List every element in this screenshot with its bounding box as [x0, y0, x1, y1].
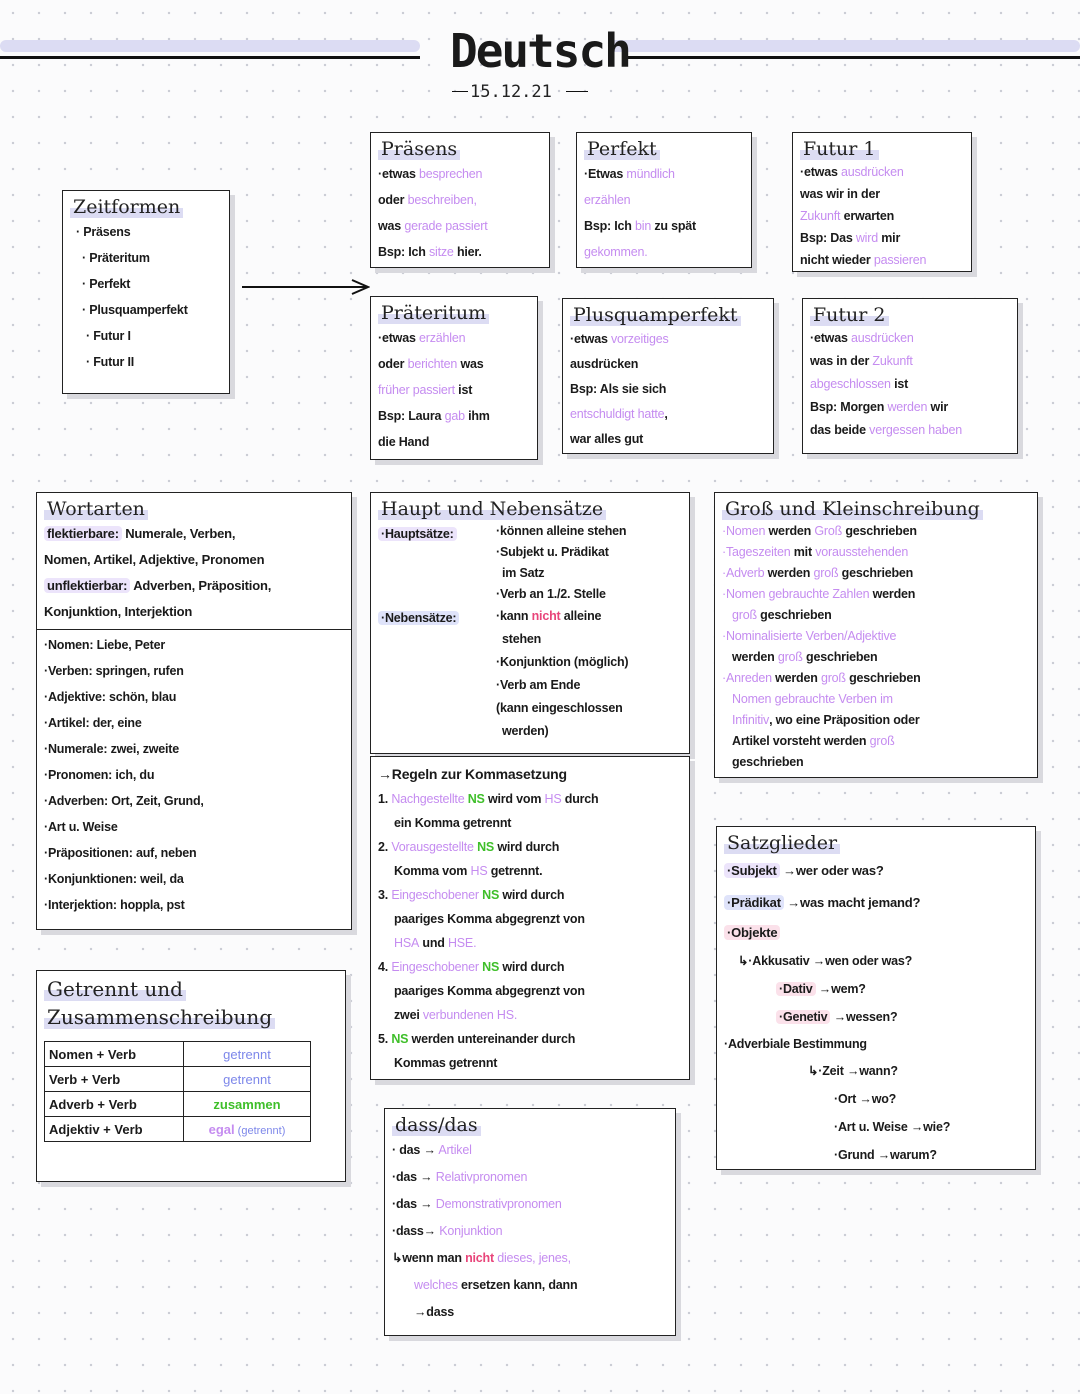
hauptsaetze-label: ·Hauptsätze: — [378, 527, 457, 541]
text-highlight: vorausstehenden — [815, 545, 909, 559]
text: oder — [378, 357, 408, 371]
text: Bsp: Laura — [378, 409, 445, 423]
futur1-box — [792, 132, 972, 272]
text: ·dass→ — [392, 1224, 436, 1238]
text-blue: (getrennt) — [234, 1124, 286, 1137]
text: paariges Komma abgegrenzt von — [394, 984, 585, 998]
header-highlight-left — [0, 40, 420, 52]
text-highlight: mündlich — [626, 167, 675, 181]
text: Kommas getrennt — [394, 1056, 498, 1070]
text: ·etwas — [800, 165, 841, 179]
zeitform-item: · Präteritum — [82, 251, 150, 265]
text-highlight: gab — [444, 409, 465, 423]
futur2-title: Futur 2 — [810, 304, 889, 326]
text-highlight: HSA — [394, 936, 420, 950]
objekte-label: ·Objekte — [724, 925, 780, 940]
arrow-right-icon — [242, 279, 370, 295]
unflektierbar-label: unflektierbar: — [44, 578, 130, 593]
text: geschrieben — [845, 671, 921, 685]
wortart-item: ·Pronomen: ich, du — [44, 768, 155, 782]
text: ist — [890, 377, 909, 391]
text: werden — [764, 566, 814, 580]
genetiv-label: ·Genetiv — [776, 1010, 830, 1024]
text: Bsp: Als sie sich — [570, 382, 667, 396]
rule-number: 2. — [378, 840, 389, 854]
wortart-item: ·Numerale: zwei, zweite — [44, 742, 180, 756]
text: zu spät — [651, 219, 697, 233]
text: was in der — [810, 354, 873, 368]
text: ·kann — [496, 609, 532, 623]
text-highlight: gerade passiert — [404, 219, 488, 233]
text-highlight: HS — [470, 864, 488, 878]
table-cell: getrennt — [184, 1042, 311, 1067]
text-highlight: Eingeschobener — [391, 888, 479, 902]
text: wird durch — [494, 840, 560, 854]
text-highlight: ·Nomen gebrauchte Zahlen — [722, 587, 870, 601]
text: Nomen, Artikel, Adjektive, Pronomen — [44, 552, 265, 567]
header-rule-right — [622, 56, 1080, 59]
plusquamperfekt-box — [562, 298, 774, 454]
text-red: nicht — [465, 1251, 494, 1265]
table-row — [45, 1092, 311, 1117]
text: durch — [561, 792, 599, 806]
page-date: 15.12.21 — [470, 82, 552, 102]
text: ausdrücken — [570, 357, 639, 371]
praesens-box — [370, 132, 550, 268]
getrennt-table — [44, 1041, 311, 1142]
text-highlight: HS — [544, 792, 562, 806]
perfekt-title: Perfekt — [584, 138, 660, 160]
kommasetzung-title: →Regeln zur Kommasetzung — [378, 766, 567, 782]
text: (kann eingeschlossen — [496, 701, 623, 715]
text: ·Verb am Ende — [496, 678, 581, 692]
text: zwei — [394, 1008, 423, 1022]
text-highlight: bin — [634, 219, 652, 233]
text: im Satz — [502, 566, 545, 580]
text: ·das → — [392, 1197, 433, 1211]
text-highlight: Zukunft — [800, 209, 841, 223]
text: oder — [378, 193, 408, 207]
text-highlight: Konjunktion — [435, 1224, 503, 1238]
rule-number: 3. — [378, 888, 389, 902]
text-highlight: dieses, jenes, — [493, 1251, 571, 1265]
text: getrennt. — [487, 864, 543, 878]
text: ersetzen kann, dann — [457, 1278, 578, 1292]
text: Konjunktion, Interjektion — [44, 604, 193, 619]
text: →wen oder was? — [809, 954, 913, 968]
text: was — [378, 219, 405, 233]
text: , wo eine Präposition oder — [769, 713, 920, 727]
text: das beide — [810, 423, 870, 437]
text: ·etwas — [378, 167, 419, 181]
text: werden — [765, 524, 815, 538]
text-highlight: Relativpronomen — [432, 1170, 528, 1184]
text-highlight: berichten — [407, 357, 458, 371]
text: ·Subjekt u. Prädikat — [496, 545, 609, 559]
table-row — [45, 1067, 311, 1092]
text: wird durch — [499, 960, 565, 974]
text: alleine — [560, 609, 602, 623]
text-highlight: gekommen. — [584, 245, 648, 259]
text-highlight: Eingeschobener — [391, 960, 479, 974]
text-highlight: erzählen — [418, 331, 466, 345]
text: was wir in der — [800, 187, 880, 201]
text: Komma vom — [394, 864, 471, 878]
text: geschrieben — [802, 650, 878, 664]
table-cell: Verb + Verb — [45, 1067, 184, 1092]
date-rule-left — [452, 91, 468, 92]
text-highlight: groß — [869, 734, 895, 748]
nebensaetze-label: ·Nebensätze: — [378, 611, 459, 625]
text-highlight: Nachgestellte — [391, 792, 465, 806]
text: ·Verb an 1./2. Stelle — [496, 587, 606, 601]
zeitform-item: · Futur I — [86, 329, 131, 343]
text-green: NS — [391, 1032, 409, 1046]
plusquamperfekt-title: Plusquamperfekt — [570, 304, 741, 326]
text-highlight: groß — [732, 608, 757, 622]
text: geschrieben — [842, 524, 917, 538]
text-highlight: entschuldigt hatte — [570, 407, 665, 421]
text: ist — [454, 383, 473, 397]
text: ein Komma getrennt — [394, 816, 512, 830]
table-cell: zusammen — [184, 1092, 311, 1117]
text: Artikel vorsteht werden — [732, 734, 870, 748]
text-highlight: ·Adverb — [722, 566, 765, 580]
text: erwarten — [840, 209, 895, 223]
text-highlight: erzählen — [584, 193, 631, 207]
text: geschrieben — [756, 608, 832, 622]
text: war alles gut — [570, 432, 644, 446]
haupt-nebensaetze-box — [370, 492, 690, 754]
text: Bsp: Ich — [378, 245, 429, 259]
text-highlight: besprechen — [418, 167, 483, 181]
text: ·Art u. Weise — [834, 1120, 908, 1134]
text: , — [664, 407, 668, 421]
text: ↳·Zeit — [808, 1064, 844, 1078]
zeitform-item: · Präsens — [76, 225, 131, 239]
text: →wer oder was? — [779, 863, 884, 878]
date-rule-right — [566, 91, 588, 92]
text-green: NS — [478, 960, 500, 974]
text-highlight: beschreiben, — [407, 193, 477, 207]
text: mit — [790, 545, 816, 559]
text-highlight: vergessen haben — [869, 423, 963, 437]
text: ·etwas — [810, 331, 851, 345]
text-highlight: HSE. — [447, 936, 477, 950]
text: Bsp: Morgen — [810, 400, 888, 414]
text: ihm — [464, 409, 490, 423]
header-highlight-right — [608, 40, 1080, 52]
text: Bsp: Das — [800, 231, 856, 245]
subjekt-label: ·Subjekt — [724, 863, 780, 878]
text-highlight: Demonstrativpronomen — [432, 1197, 562, 1211]
text: →wo? — [856, 1092, 897, 1106]
text: wird durch — [499, 888, 565, 902]
text: ·etwas — [378, 331, 419, 345]
text: · das → — [392, 1143, 436, 1157]
text-highlight: Vorausgestellte — [391, 840, 474, 854]
dass-das-box — [384, 1108, 676, 1336]
text: und — [419, 936, 448, 950]
wortart-item: ·Nomen: Liebe, Peter — [44, 638, 166, 652]
zeitformen-title: Zeitformen — [70, 196, 183, 218]
akkusativ-label: ↳·Akkusativ — [738, 954, 810, 968]
zeitform-item: · Plusquamperfekt — [82, 303, 188, 317]
text: werden — [869, 587, 916, 601]
wortart-item: ·Artikel: der, eine — [44, 716, 142, 730]
text: →wann? — [843, 1064, 898, 1078]
wortart-item: ·Verben: springen, rufen — [44, 664, 184, 678]
kommasetzung-box — [370, 756, 690, 1080]
text: werden — [732, 650, 778, 664]
text-highlight: Zukunft — [872, 354, 913, 368]
text-green: NS — [478, 888, 500, 902]
text: Bsp: Ich — [584, 219, 635, 233]
text-highlight: Artikel — [435, 1143, 472, 1157]
text: ·Konjunktion (möglich) — [496, 655, 629, 669]
table-cell: Adjektiv + Verb — [45, 1117, 184, 1142]
text: Numerale, Verben, — [121, 526, 236, 541]
wortart-item: ·Art u. Weise — [44, 820, 118, 834]
text: →warum? — [874, 1148, 937, 1162]
table-cell: Adverb + Verb — [45, 1092, 184, 1117]
gross-kleinschreibung-box — [714, 492, 1038, 778]
text: wir — [927, 400, 949, 414]
wortart-item: ·Adverben: Ort, Zeit, Grund, — [44, 794, 204, 808]
table-cell: Nomen + Verb — [45, 1042, 184, 1067]
getrennt-title-2: Zusammenschreibung — [44, 1005, 275, 1029]
page-title: Deutsch — [450, 24, 630, 78]
satzglieder-title: Satzglieder — [724, 832, 840, 854]
text: werden untereinander durch — [408, 1032, 576, 1046]
dativ-label: ·Dativ — [776, 982, 816, 996]
text: →was macht jemand? — [783, 895, 921, 910]
text-highlight: egal — [208, 1121, 235, 1137]
text-highlight: wird — [855, 231, 878, 245]
futur2-box — [802, 298, 1018, 454]
text: geschrieben — [838, 566, 914, 580]
wortart-item: ·Konjunktionen: weil, da — [44, 872, 184, 886]
haupt-title: Haupt und Nebensätze — [378, 498, 606, 520]
text: werden — [771, 671, 821, 685]
wortart-item: ·Interjektion: hoppla, pst — [44, 898, 185, 912]
text-highlight: ausdrücken — [850, 331, 914, 345]
text: hier. — [453, 245, 482, 259]
wortarten-box — [36, 492, 352, 930]
table-cell: getrennt — [184, 1067, 311, 1092]
text-highlight: ·Nomen — [722, 524, 766, 538]
text-highlight: früher passiert — [378, 383, 455, 397]
praeteritum-title: Präteritum — [378, 302, 489, 324]
text: →wie? — [907, 1120, 951, 1134]
table-cell — [184, 1117, 311, 1142]
divider — [37, 629, 351, 630]
text: ·Etwas — [584, 167, 627, 181]
text: →wem? — [815, 982, 866, 996]
text-highlight: groß — [777, 650, 803, 664]
rule-number: 4. — [378, 960, 389, 974]
text: →dass — [414, 1305, 454, 1319]
text: werden) — [502, 724, 549, 738]
text: ·Grund — [834, 1148, 875, 1162]
text: ·etwas — [570, 332, 611, 346]
getrennt-zusammen-box — [36, 970, 346, 1182]
text-highlight: ·Nominalisierte Verben/Adjektive — [722, 629, 897, 643]
wortart-item: ·Präpositionen: auf, neben — [44, 846, 197, 860]
text-highlight: welches — [414, 1278, 458, 1292]
text: nicht wieder — [800, 253, 874, 267]
praeteritum-box — [370, 296, 538, 460]
perfekt-box — [576, 132, 752, 268]
text-highlight: sitze — [428, 245, 454, 259]
header-rule-left — [0, 56, 420, 59]
zeitformen-box — [62, 190, 230, 394]
text-highlight: ausdrücken — [840, 165, 904, 179]
text-highlight: Groß — [814, 524, 843, 538]
text-highlight: werden — [887, 400, 928, 414]
text-highlight: ·Anreden — [722, 671, 772, 685]
praedikat-label: ·Prädikat — [724, 895, 784, 910]
text: ·können alleine stehen — [496, 524, 627, 538]
flektierbar-label: flektierbare: — [44, 526, 122, 541]
text-highlight: Infinitiv — [732, 713, 770, 727]
wortart-item: ·Adjektive: schön, blau — [44, 690, 177, 704]
zeitform-item: · Perfekt — [82, 277, 131, 291]
zeitform-item: · Futur II — [86, 355, 134, 369]
table-row — [45, 1117, 311, 1142]
adverbiale-label: ·Adverbiale Bestimmung — [724, 1037, 867, 1051]
text-highlight: Nomen gebrauchte Verben im — [732, 692, 893, 706]
text-highlight: verbundenen HS. — [422, 1008, 518, 1022]
text-highlight: groß — [820, 671, 846, 685]
text: ·Ort — [834, 1092, 857, 1106]
rule-number: 1. — [378, 792, 389, 806]
praesens-title: Präsens — [378, 138, 460, 160]
table-row — [45, 1042, 311, 1067]
getrennt-title-1: Getrennt und — [44, 977, 186, 1001]
text: paariges Komma abgegrenzt von — [394, 912, 585, 926]
gross-title: Groß und Kleinschreibung — [722, 498, 983, 520]
text: stehen — [502, 632, 542, 646]
text: →wessen? — [830, 1010, 898, 1024]
text-highlight: vorzeitiges — [610, 332, 669, 346]
text: die Hand — [378, 435, 430, 449]
text: ·das → — [392, 1170, 433, 1184]
text: geschrieben — [732, 755, 804, 769]
text: wird vom — [484, 792, 545, 806]
text: mir — [877, 231, 901, 245]
futur1-title: Futur 1 — [800, 138, 879, 160]
text: was — [457, 357, 484, 371]
text: Adverben, Präposition, — [130, 578, 272, 593]
text-highlight: groß — [813, 566, 839, 580]
text: ↳wenn man — [392, 1251, 466, 1265]
text-green: NS — [464, 792, 485, 806]
text-highlight: abgeschlossen — [810, 377, 891, 391]
wortarten-title: Wortarten — [44, 498, 148, 520]
satzglieder-box — [716, 826, 1036, 1170]
text-highlight: passieren — [873, 253, 927, 267]
rule-number: 5. — [378, 1032, 389, 1046]
text-red: nicht — [531, 609, 561, 623]
text-highlight: ·Tageszeiten — [722, 545, 791, 559]
dass-title: dass/das — [392, 1114, 481, 1136]
text-green: NS — [473, 840, 495, 854]
